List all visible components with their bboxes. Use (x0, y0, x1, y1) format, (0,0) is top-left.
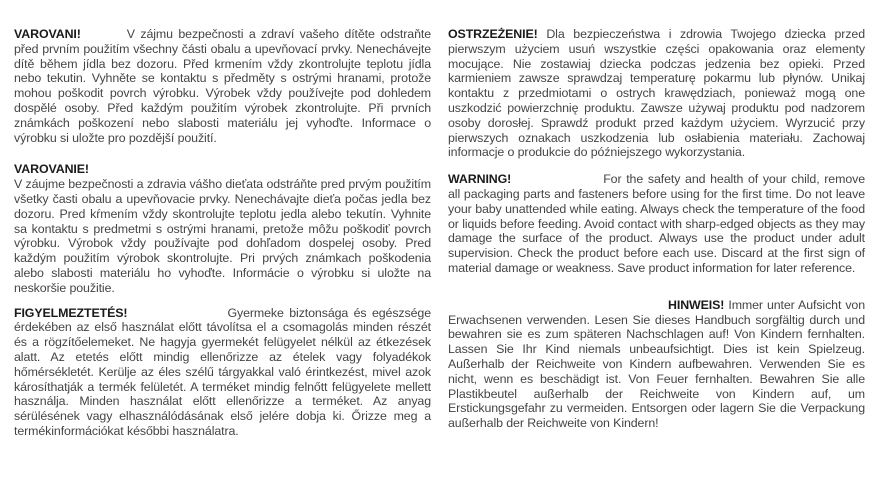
warning-body-english: For the safety and health of your child, remove all packaging parts and fasteners before using for the first time. Do not leave your baby unattended while eating. Always check the temperature of the food or liquids before feeding. Avoid contact with sharp-edged objects as they may damage the surface of the product. Always use the product under adult supervision. Check the product before each use. Discard at the first sign of material damage or weakness. Save product information for later reference. (448, 172, 865, 275)
warning-heading-german: HINWEIS! (668, 297, 725, 312)
warning-body-polish: Dla bezpieczeństwa i zdrowia Twojego dziecka przed pierwszym użyciem usuń wszystkie części opakowania oraz elementy mocujące. Nie zostawiaj dziecka podczas jedzenia bez opieki. Przed karmieniem zawsze sprawdzaj temperaturę pokarmu lub płynów. Unikaj kontaktu z przedmiotami o ostrych krawędziach, ponieważ mogą one uszkodzić powierzchnię produktu. Zawsze używaj produktu pod nadzorem osoby dorosłej. Sprawdź produkt przed każdym użyciem. Wyrzucić przy pierwszych oznakach uszkodzenia lub osłabienia materiału. Zachowaj informacje o produkcie do późniejszego wykorzystania. (448, 27, 865, 160)
warning-paragraph-german (448, 298, 865, 431)
warning-heading-czech: VAROVANI! (14, 27, 81, 41)
warning-heading-polish: OSTRZEŻENIE! (448, 27, 538, 41)
warning-paragraph-polish (448, 27, 865, 160)
left-column (14, 27, 431, 494)
warning-body-hungarian: Gyermeke biztonsága és egészsége érdekében az első használat előtt távolítsa el a csomagolás minden részét és a rögzítőelemeket. Ne hagyja gyermekét felügyelet nélkül az étkezések alatt. Az etetés előtt mindig ellenőrizze az ételek vagy folyadékok hőmérsékletét. Kerülje az éles szélű tárgyakkal való érintkezést, mivel azok károsíthatják a termék felületét. A terméket mindig felnőtt felügyelete mellett használja. Minden használat előtt ellenőrizze a terméket. Az anyag sérülésének vagy elhasználódásának első jelére dobja ki. Őrizze meg a termékinformációkat későbbi használatra. (14, 305, 431, 438)
warning-body-german: Immer unter Aufsicht von Erwachsenen verwenden. Lesen Sie dieses Handbuch sorgfältig durch und bewahren sie es zum späteren Nachschlagen auf! Von Kindern fernhalten. Lassen Sie Ihr Kind niemals unbeaufsichtigt. Dies ist kein Spielzeug. Außerhalb der Reichweite von Kindern aufbewahren. Verwenden Sie es nicht, wenn es beschädigt ist. Von Feuer fernhalten. Bewahren Sie alle Plastikbeutel außerhalb der Reichweite von Kindern auf, um Erstickungsgefahr zu vermeiden. Entsorgen oder lagern Sie die Verpackung außerhalb der Reichweite von Kindern! (448, 297, 865, 431)
warning-heading-hungarian: FIGYELMEZTETÉS! (14, 305, 128, 320)
warning-heading-english: WARNING! (448, 172, 512, 187)
warning-body-czech: V zájmu bezpečnosti a zdraví vašeho dítěte odstraňte před prvním použitím všechny části obalu a upevňovací prvky. Nenechávejte dítě během jídla bez dozoru. Před krmením vždy zkontrolujte teplotu jídla nebo tekutin. Vyhněte se kontaktu s předměty s ostrými hranami, protože mohou poškodit povrch výrobku. Výrobek vždy používejte pod dohledem dospělé osoby. Před každým použitím výrobek zkontrolujte. Při prvních známkách poškození nebo slabosti materiálu jej vyhoďte. Informace o výrobku si uložte pro pozdější použití. (14, 27, 431, 145)
warning-paragraph-slovak (14, 162, 431, 295)
warning-paragraph-hungarian (14, 306, 431, 439)
heading-gap (127, 316, 227, 317)
right-column (448, 27, 865, 494)
warning-paragraph-english (448, 172, 865, 276)
warning-paragraph-czech (14, 27, 431, 145)
heading-gap (81, 37, 127, 38)
warning-heading-slovak: VAROVANIE! (14, 162, 89, 177)
heading-gap (511, 182, 603, 183)
warning-body-slovak: V záujme bezpečnosti a zdravia vášho dieťata odstráňte pred prvým použitím všetky časti obalu a upevňovacie prvky. Nenechávajte dieťa počas jedla bez dozoru. Pred kŕmením vždy skontrolujte teplotu jedla alebo tekutín. Vyhnite sa kontaktu s predmetmi s ostrými hranami, pretože môžu poškodiť povrch výrobku. Výrobok vždy používajte pod dohľadom dospelej osoby. Pred každým použitím výrobok skontrolujte. Pri prvých známkach poškodenia alebo slabosti materiálu ho vyhoďte. Informácie o výrobku si uložte na neskoršie použitie. (14, 177, 431, 295)
